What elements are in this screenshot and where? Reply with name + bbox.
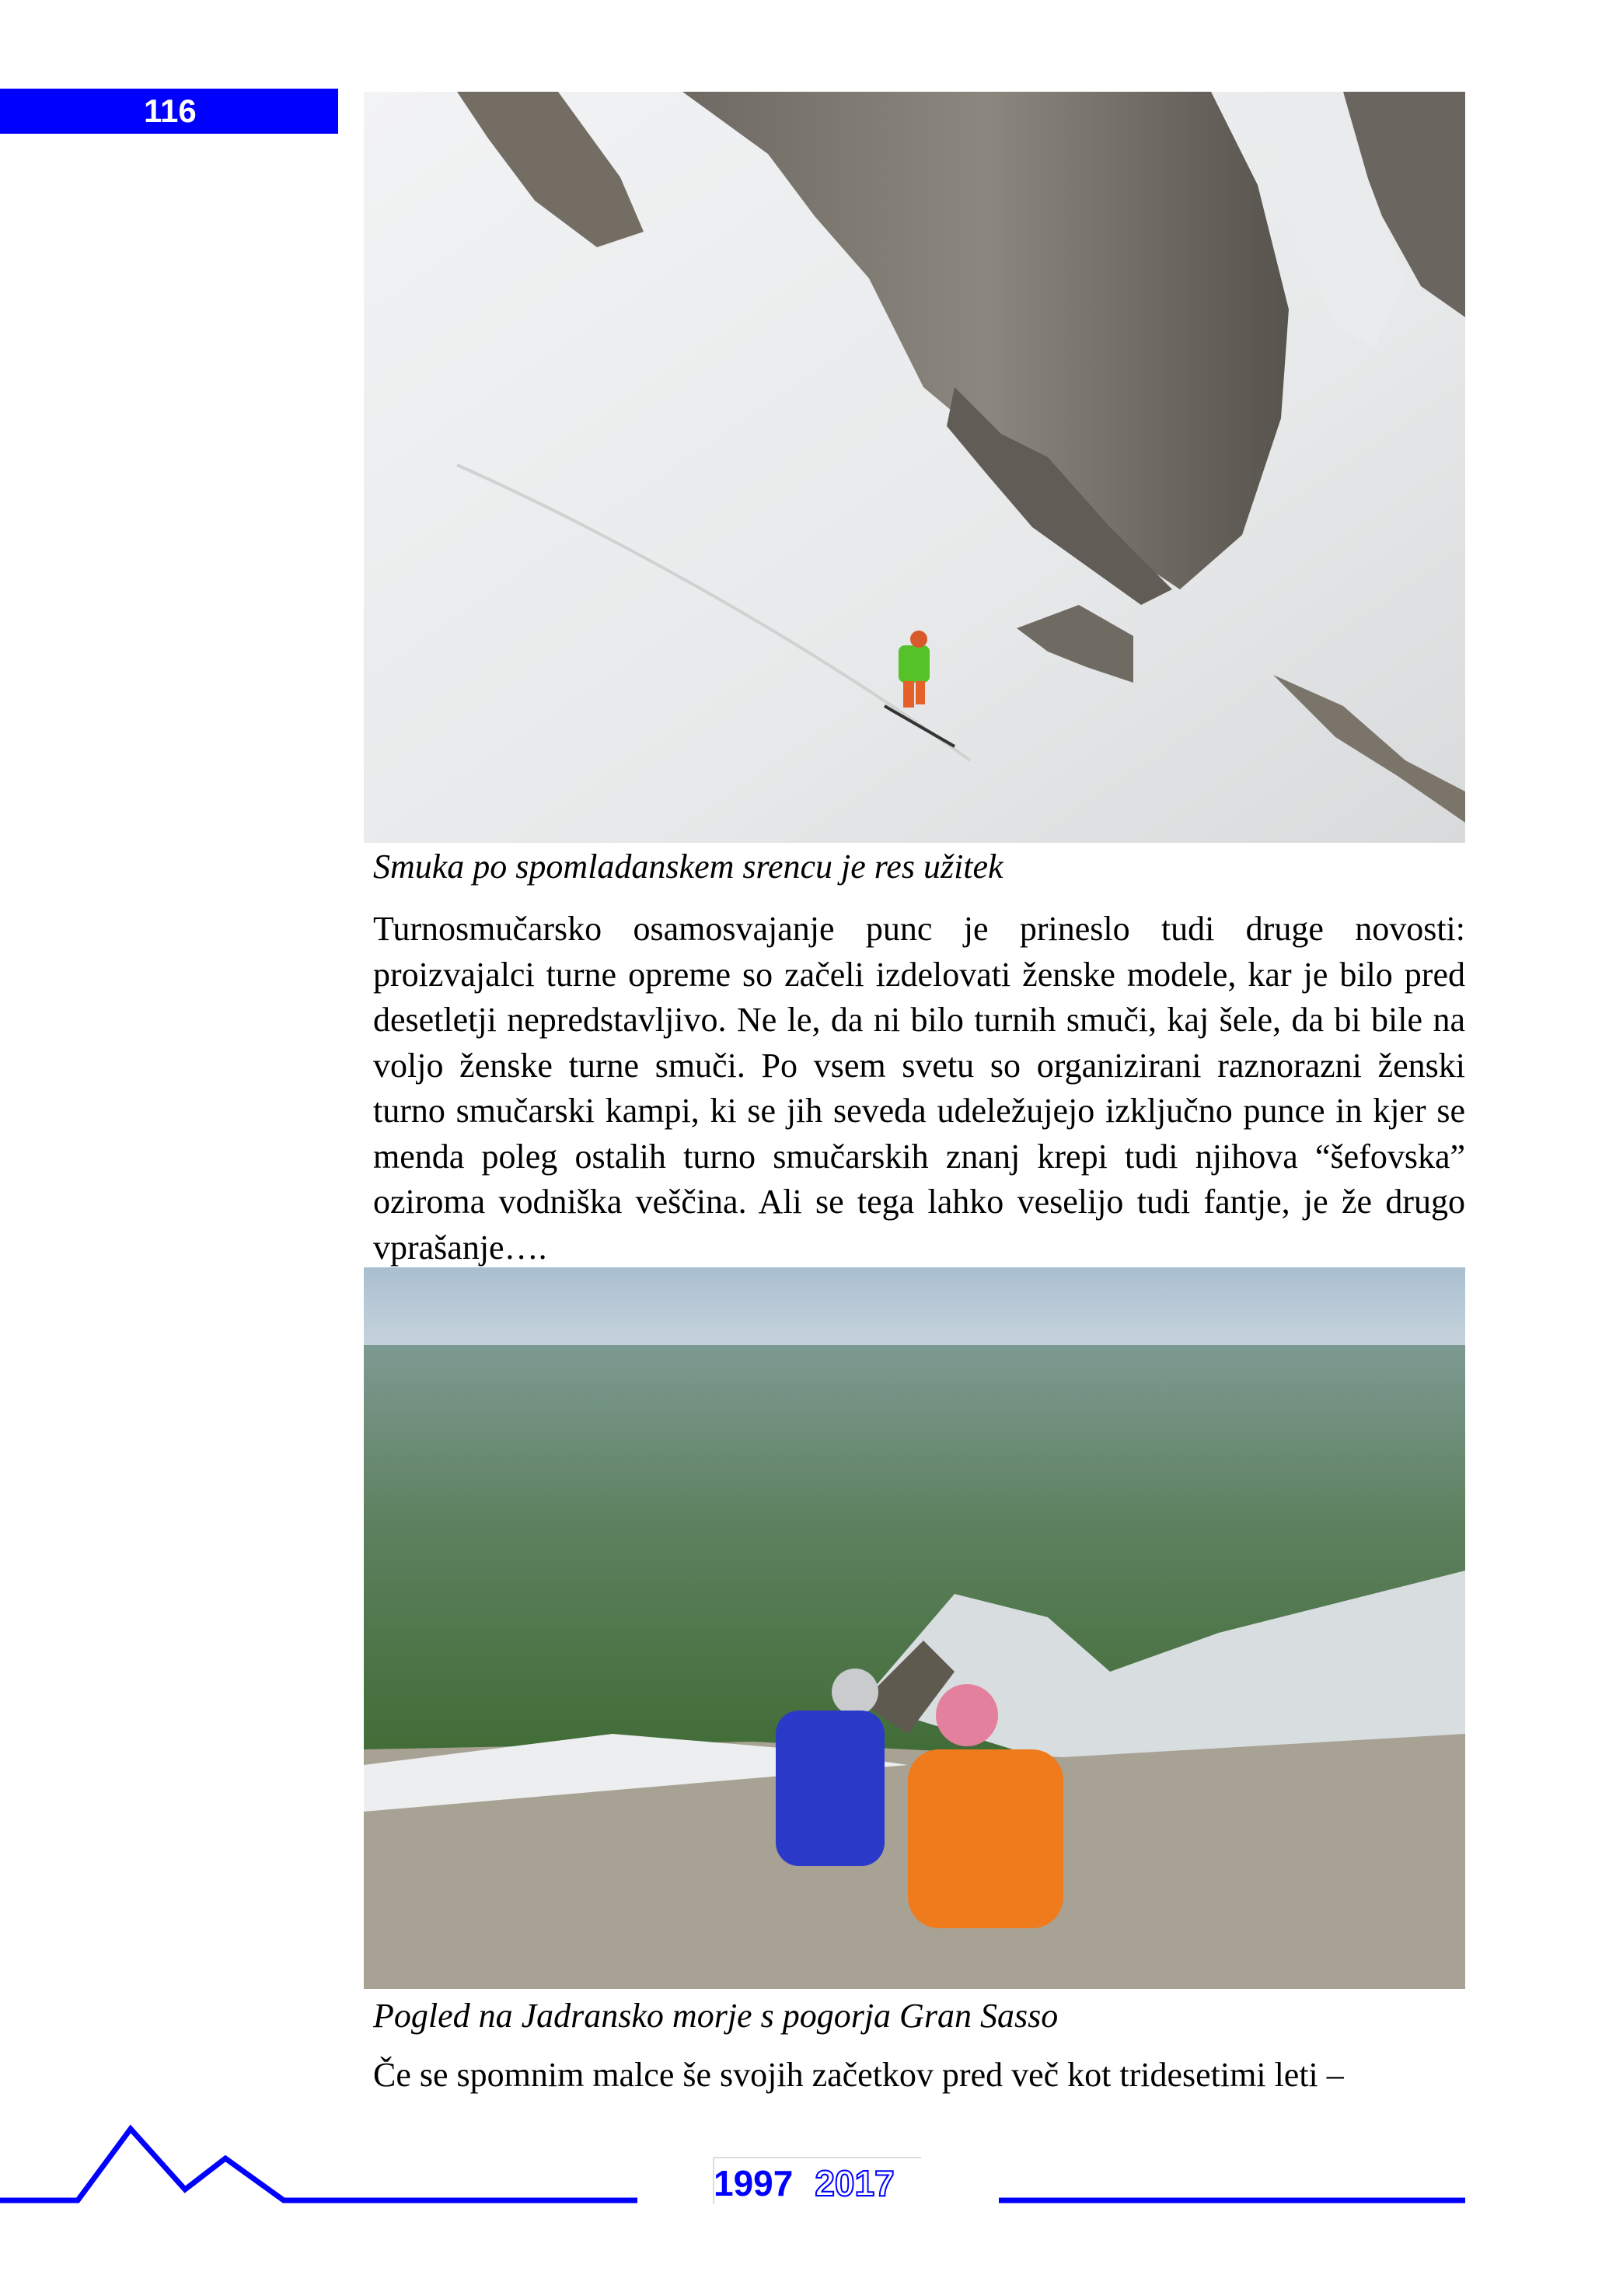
footer-years [714,2160,895,2207]
photo-caption-2: Pogled na Jadransko morje s pogorja Gran Sasso [373,1997,1059,2035]
year-end: 2017 [815,2163,895,2203]
photo-skier-on-snow-slope [364,92,1465,843]
view-photo-illustration [364,1267,1465,1989]
skier-photo-illustration [364,92,1465,843]
page-number: 116 [144,93,197,129]
paragraph-text: Turnosmučarsko osamosvajanje punc je prineslo tudi druge novosti: proizvajalci turne opreme so začeli izdelovati ženske modele, kar je bilo pred desetletji nepredstavljivo. Ne le, da ni bilo turnih smuči, kaj šele, da bi bile na voljo ženske turne smuči. Po vsem svetu so organizirani raznorazni ženski turno smučarski kampi, ki se jih seveda udeležujejo izključno punce in kjer se menda poleg ostalih turno smučarskih znanj krepi tudi njihova “šefovska” oziroma vodniška veščina. Ali se tega lahko veselijo tudi fantje, je že drugo vprašanje…. [373,910,1465,1267]
year-start: 1997 [714,2163,794,2203]
photo-view-to-adriatic [364,1267,1465,1989]
body-paragraph [373,907,1465,1270]
photo-caption-1: Smuka po spomladanskem srencu je res užitek [373,847,1003,886]
continued-text-line: Če se spomnim malce še svojih začetkov pred več kot tridesetimi leti – [373,2056,1344,2094]
